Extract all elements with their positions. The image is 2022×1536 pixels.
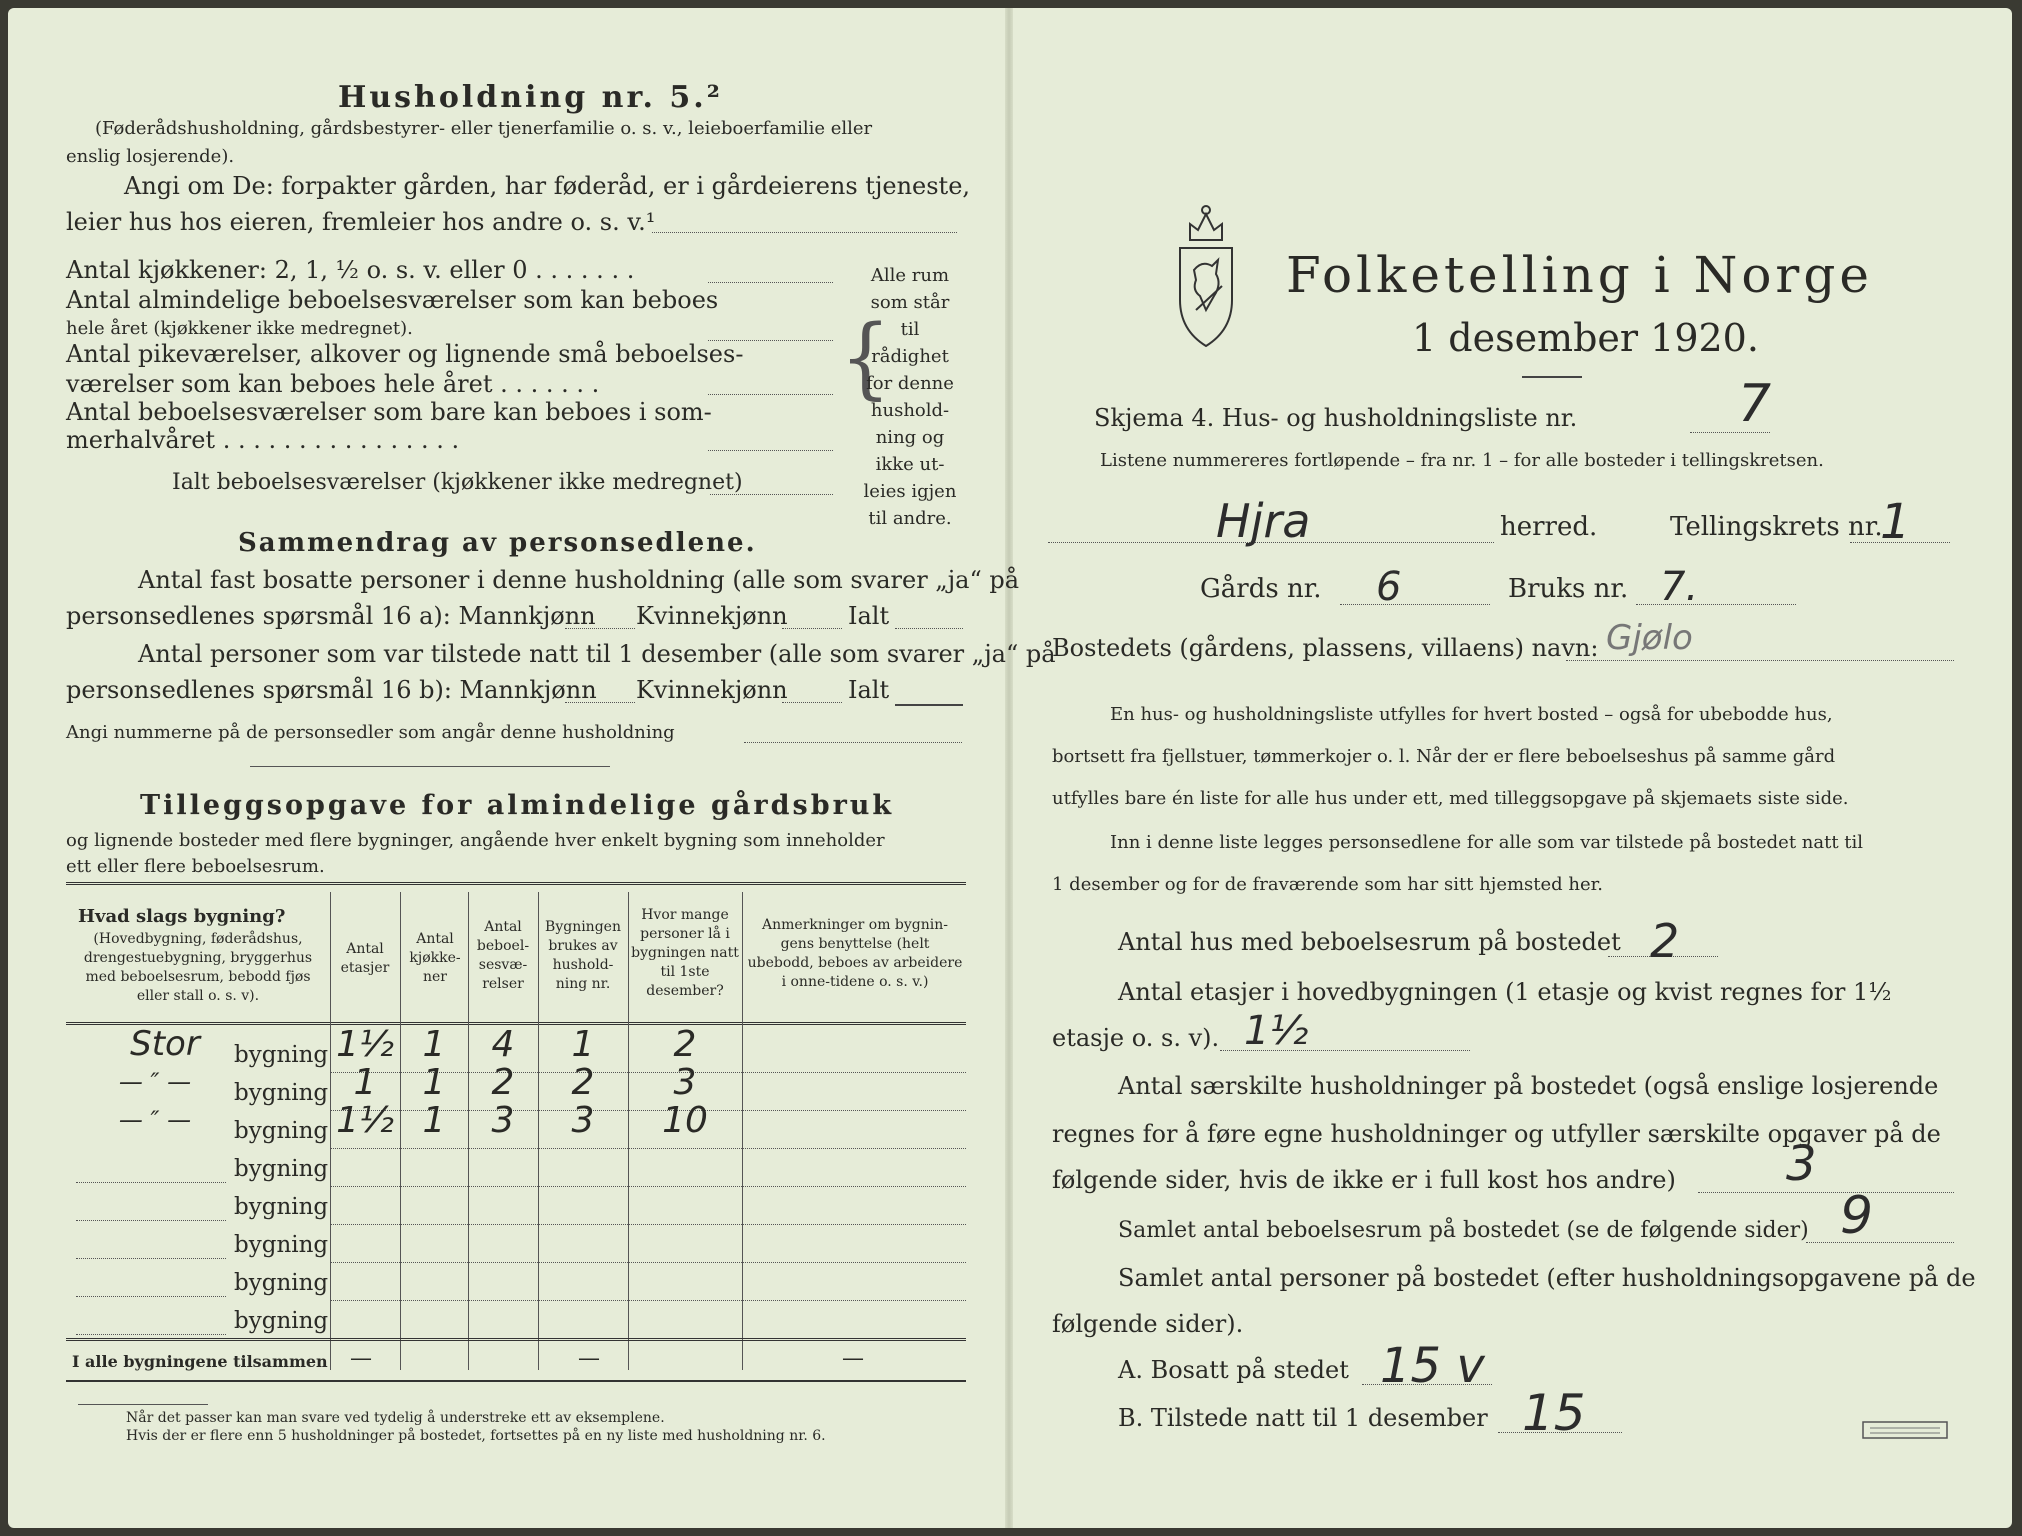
- saerskilte-2: regnes for å føre egne husholdninger og utfyller særskilte opgaver på de: [1052, 1120, 1941, 1148]
- para1c: utfylles bare én liste for alle hus under ett, med tilleggsopgave på skjemaets siste side.: [1052, 788, 1849, 809]
- small-fill: [708, 394, 833, 395]
- rooms-summer-1: Antal beboelsesværelser som bare kan beboes i som-: [66, 398, 712, 426]
- para2a: Inn i denne liste legges personsedlene for alle som var tilstede på bostedet natt til: [1110, 832, 1864, 853]
- page-fold: [1005, 8, 1013, 1528]
- para1a: En hus- og husholdningsliste utfylles for hvert bosted – også for ubebodde hus,: [1110, 704, 1833, 725]
- samlet-pers-1: Samlet antal personer på bostedet (efter husholdningsopgavene på de: [1118, 1264, 1976, 1292]
- footnote-2: Hvis der er flere enn 5 husholdninger på bostedet, fortsettes på en ny liste med husholdning nr. 6.: [126, 1428, 826, 1444]
- rooms-regular-1: Antal almindelige beboelsesværelser som kan beboes: [66, 286, 719, 314]
- census-date: 1 desember 1920.: [1412, 316, 1759, 360]
- side-note: Alle rum som står til rådighet for denne hushold- ning og ikke ut- leies igjen til andre.: [863, 265, 957, 529]
- summary-1-ialt: Ialt: [848, 602, 890, 630]
- summary-2-kvinne: Kvinnekjønn: [636, 676, 788, 704]
- bosatt-value: 15 v: [1380, 1338, 1485, 1394]
- samlet-rum-value: 9: [1840, 1186, 1874, 1246]
- footnote-1: Når det passer kan man svare ved tydelig å understreke ett av eksemplene.: [126, 1410, 665, 1426]
- main-title: Folketelling i Norge: [1286, 246, 1873, 304]
- table-row: bygning: [234, 1232, 329, 1258]
- total-label: I alle bygningene tilsammen: [72, 1352, 328, 1371]
- supplement-title: Tilleggsopgave for almindelige gårdsbruk: [140, 790, 895, 821]
- etasjer-line-1: Antal etasjer i hovedbygningen (1 etasje og kvist regnes for 1½: [1118, 978, 1892, 1006]
- gards-value: 6: [1376, 564, 1402, 610]
- summary-1b: personsedlenes spørsmål 16 a): Mannkjønn: [66, 602, 596, 630]
- table-row: bygning: [234, 1156, 329, 1182]
- col-personer-header: Hvor mange personer lå i bygningen natt til 1ste desember?: [631, 907, 739, 999]
- rooms-small-2: værelser som kan beboes hele året . . . . . . .: [66, 370, 600, 398]
- angi-line-2: leier hus hos eieren, fremleier hos andre o. s. v.¹: [66, 208, 656, 236]
- etasjer-value: 1½: [1244, 1008, 1309, 1054]
- household-subtitle-1: (Føderådshusholdning, gårdsbestyrer- eller tjenerfamilie o. s. v., leieboerfamilie eller: [95, 118, 873, 139]
- bosted-value: Gjølo: [1606, 618, 1693, 658]
- tilstede-value: 15: [1522, 1384, 1586, 1442]
- col-type-header: Hvad slags bygning?: [78, 906, 286, 927]
- bruks-value: 7.: [1660, 564, 1699, 610]
- supplement-2: ett eller flere beboelsesrum.: [66, 856, 325, 877]
- norway-coat-of-arms-icon: [1166, 200, 1246, 350]
- col-type-sub: (Hovedbygning, føderådshus, drengestuebygning, bryggerhus med beboelsesrum, bebodd fjøs eller stall o. s. v).: [83, 931, 313, 1004]
- bosted-label: Bostedets (gårdens, plassens, villaens) navn:: [1052, 634, 1599, 662]
- summary-2-ialt: Ialt: [848, 676, 890, 704]
- rooms-regular-2: hele året (kjøkkener ikke medregnet).: [66, 318, 413, 339]
- herred-label: herred.: [1500, 512, 1598, 542]
- col-vaerelser-header: Antal beboel-sesvæ-relser: [476, 919, 530, 992]
- angi-fill-line: [652, 232, 957, 233]
- bruks-label: Bruks nr.: [1508, 574, 1629, 604]
- etasjer-line-2: etasje o. s. v).: [1052, 1024, 1220, 1052]
- tilstede-label: B. Tilstede natt til 1 desember: [1118, 1404, 1488, 1432]
- col-etasjer-header: Antal etasjer: [340, 941, 390, 976]
- table-row: bygning: [234, 1270, 329, 1296]
- para1b: bortsett fra fjellstuer, tømmerkojer o. l. Når der er flere beboelseshus på samme gård: [1052, 746, 1836, 767]
- hus-label: Antal hus med beboelsesrum på bostedet: [1118, 928, 1621, 956]
- angi-line-1: Angi om De: forpakter gården, har føderåd, er i gårdeierens tjeneste,: [124, 172, 971, 200]
- hus-value: 2: [1650, 914, 1680, 968]
- household-subtitle-2: enslig losjerende).: [66, 146, 235, 167]
- listene-note: Listene nummereres fortløpende – fra nr. 1 – for alle bosteder i tellingskretsen.: [1100, 450, 1824, 471]
- tellingskrets-label: Tellingskrets nr.: [1670, 512, 1883, 542]
- col-anm-header: Anmerkninger om bygnin-gens benyttelse (helt ubebodd, beboes av arbeidere i onne-tidene o. s. v.): [747, 917, 963, 990]
- summary-2a: Antal personer som var tilstede natt til 1 desember (alle som svarer „ja“ på: [138, 640, 1056, 668]
- gards-label: Gårds nr.: [1200, 574, 1322, 604]
- col-kjokken-header: Antal kjøkke-ner: [409, 931, 461, 985]
- summary-2b: personsedlenes spørsmål 16 b): Mannkjønn: [66, 676, 597, 704]
- table-top-border: [66, 882, 966, 885]
- angi-nummerne: Angi nummerne på de personsedler som angår denne husholdning: [66, 722, 675, 743]
- skjema-line: Skjema 4. Hus- og husholdningsliste nr.: [1094, 404, 1578, 432]
- table-row: bygning: [234, 1308, 329, 1334]
- herred-value: Hjra: [1216, 494, 1311, 548]
- tellingskrets-value: 1: [1880, 494, 1911, 550]
- printer-stamp-icon: [1862, 1420, 1948, 1440]
- ialt-fill: [710, 494, 833, 495]
- rooms-small-1: Antal pikeværelser, alkover og lignende små beboelses-: [66, 340, 744, 368]
- kitchens-fill: [708, 282, 833, 283]
- table-row: bygning: [234, 1194, 329, 1220]
- bosatt-label: A. Bosatt på stedet: [1118, 1356, 1349, 1384]
- para2b: 1 desember og for de fraværende som har sitt hjemsted her.: [1052, 874, 1603, 895]
- summer-fill: [708, 450, 833, 451]
- summary-title: Sammendrag av personsedlene.: [238, 528, 757, 558]
- ialt-rooms: Ialt beboelsesværelser (kjøkkener ikke medregnet): [172, 470, 743, 495]
- skjema-value: 7: [1738, 374, 1772, 434]
- rooms-summer-2: merhalvåret . . . . . . . . . . . . . . . .: [66, 426, 460, 454]
- summary-1a: Antal fast bosatte personer i denne husholdning (alle som svarer „ja“ på: [138, 566, 1020, 594]
- brace: {: [840, 306, 891, 409]
- samlet-rum-label: Samlet antal beboelsesrum på bostedet (se de følgende sider): [1118, 1218, 1809, 1243]
- supplement-1: og lignende bosteder med flere bygninger, angående hver enkelt bygning som inneholder: [66, 830, 885, 851]
- rooms-kitchens: Antal kjøkkener: 2, 1, ½ o. s. v. eller 0 . . . . . . .: [66, 256, 635, 284]
- household-title: Husholdning nr. 5.²: [338, 80, 723, 115]
- regular-fill: [708, 340, 833, 341]
- saerskilte-1: Antal særskilte husholdninger på bostedet (også enslige losjerende: [1118, 1072, 1939, 1100]
- summary-1-kvinne: Kvinnekjønn: [636, 602, 788, 630]
- col-hush-header: Bygningen brukes av hushold-ning nr.: [545, 919, 621, 992]
- samlet-pers-2: følgende sider).: [1052, 1310, 1244, 1338]
- saerskilte-value: 3: [1786, 1136, 1817, 1192]
- saerskilte-3: følgende sider, hvis de ikke er i full kost hos andre): [1052, 1166, 1676, 1194]
